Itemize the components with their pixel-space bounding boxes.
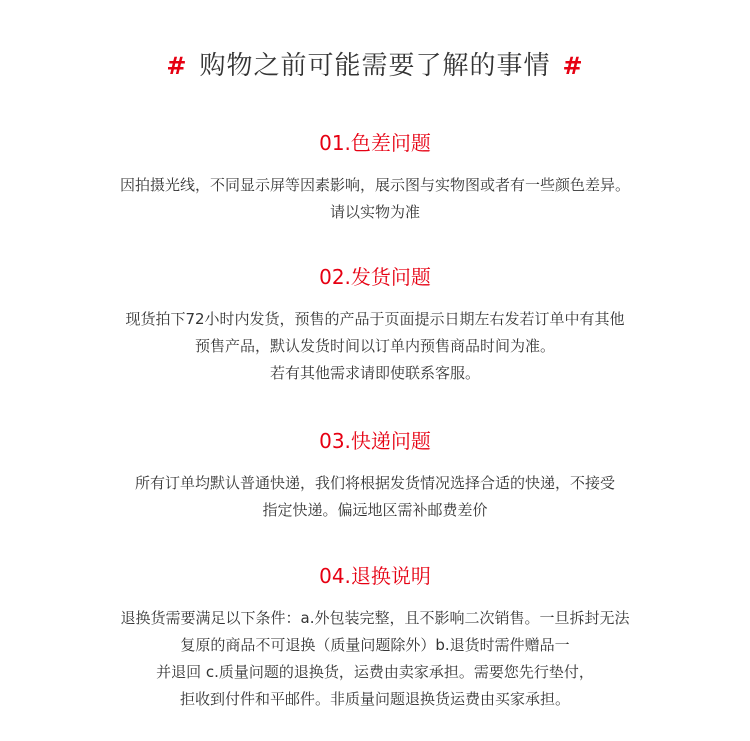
section-text-line: 指定快递。偏远地区需补邮费差价 <box>262 501 488 519</box>
section-text-line: 因拍摄光线，不同显示屏等因素影响，展示图与实物图或者有一些颜色差异。 <box>119 176 630 194</box>
section-title: 04.退换说明 <box>319 564 431 588</box>
section-title: 01.色差问题 <box>319 131 431 155</box>
section-title: 02.发货问题 <box>319 265 431 289</box>
section-body <box>0 470 750 524</box>
page-title: 购物之前可能需要了解的事情 <box>199 51 551 81</box>
section-text-line: 退换货需要满足以下条件：a.外包装完整，且不影响二次销售。一旦拆封无法 <box>120 609 630 627</box>
section-text-line: 预售产品，默认发货时间以订单内预售商品时间为准。 <box>194 337 555 355</box>
hash-left-mark: # <box>166 52 188 80</box>
section-text-line: 复原的商品不可退换（质量问题除外）b.退货时需件赠品一 <box>180 636 570 654</box>
page-header <box>0 44 750 88</box>
section-body <box>0 306 750 387</box>
section-text-line: 所有订单均默认普通快递，我们将根据发货情况选择合适的快递，不接受 <box>134 474 615 492</box>
section-text-line: 现货拍下72小时内发货，预售的产品于页面提示日期左右发若订单中有其他 <box>125 310 625 328</box>
section-body <box>0 605 750 713</box>
section-text-line: 请以实物为准 <box>329 203 420 221</box>
section-text-line: 若有其他需求请即使联系客服。 <box>269 364 480 382</box>
section-title: 03.快递问题 <box>319 429 431 453</box>
section-courier <box>0 426 750 524</box>
section-color-difference <box>0 128 750 226</box>
section-text-line: 并退回 c.质量问题的退换货，运费由卖家承担。需要您先行垫付， <box>156 663 594 681</box>
hash-right-mark: # <box>562 52 584 80</box>
section-text-line: 拒收到付件和平邮件。非质量问题退换货运费由买家承担。 <box>179 690 570 708</box>
section-body <box>0 172 750 226</box>
section-shipping <box>0 262 750 387</box>
section-returns <box>0 561 750 713</box>
